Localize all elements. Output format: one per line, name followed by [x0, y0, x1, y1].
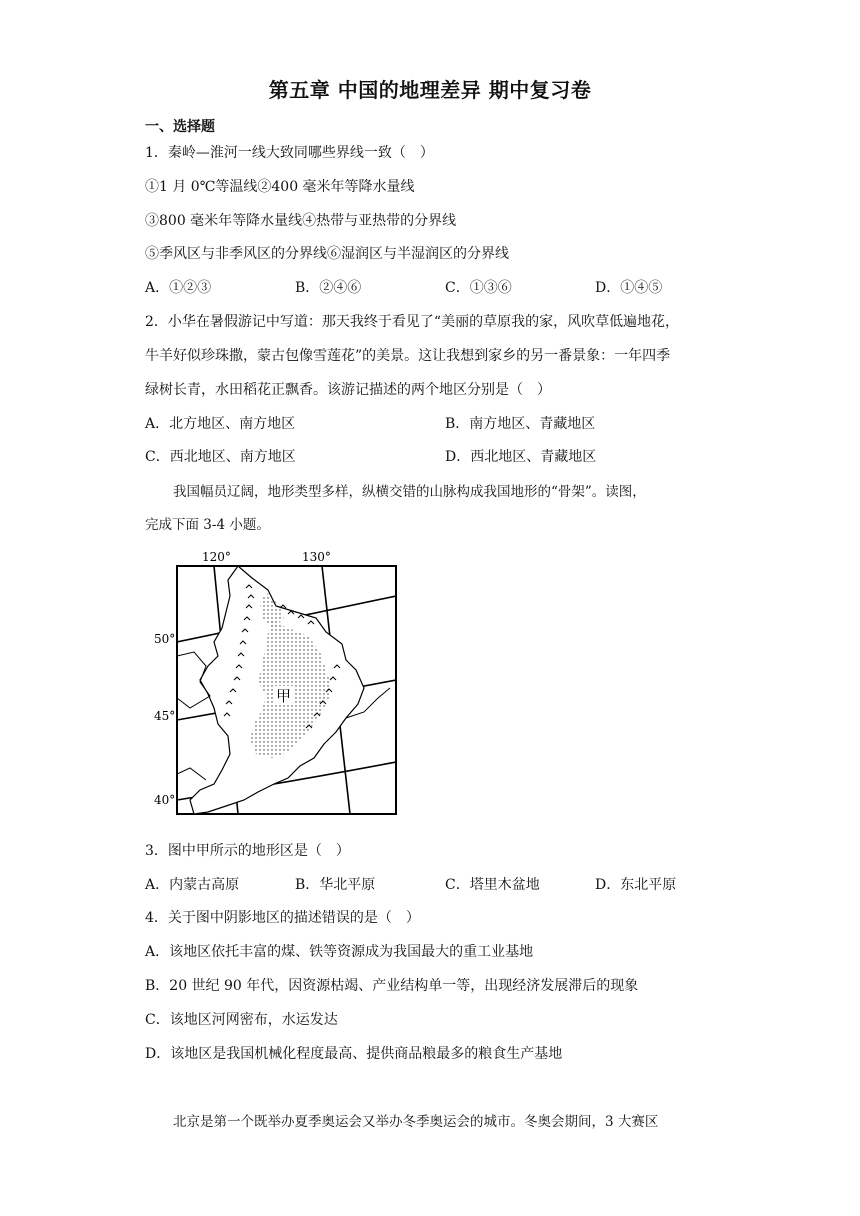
- question-4-option-b[interactable]: B．20 世纪 90 年代，因资源枯竭、产业结构单一等，出现经济发展滞后的现象: [145, 978, 639, 994]
- question-3-option-b[interactable]: B．华北平原: [295, 877, 376, 893]
- passage-text: 北京是第一个既举办夏季奥运会又举办冬季奥运会的城市。冬奥会期间，3 大赛区: [173, 1114, 659, 1130]
- page-title: 第五章 中国的地理差异 期中复习卷: [268, 78, 592, 102]
- question-2-stem: 绿树长青，水田稻花正飘香。该游记描述的两个地区分别是（ ）: [145, 382, 551, 398]
- region-label-jia: 甲: [276, 687, 292, 705]
- question-2-option-a[interactable]: A．北方地区、南方地区: [145, 416, 296, 432]
- question-2-option-d[interactable]: D．西北地区、青藏地区: [445, 449, 597, 465]
- question-1-stem: 1．秦岭—淮河一线大致同哪些界线一致（ ）: [145, 145, 434, 161]
- question-4-option-a[interactable]: A．该地区依托丰富的煤、铁等资源成为我国最大的重工业基地: [145, 944, 534, 960]
- question-1-option-b[interactable]: B．②④⑥: [295, 280, 362, 296]
- question-4-stem: 4．关于图中阴影地区的描述错误的是（ ）: [145, 910, 420, 926]
- latitude-label-40: 40°: [154, 793, 176, 807]
- question-1-option-a[interactable]: A．①②③: [145, 280, 212, 296]
- latitude-label-45: 45°: [154, 709, 176, 723]
- question-1-option-d[interactable]: D．①④⑤: [595, 280, 663, 296]
- longitude-label-120: 120°: [202, 550, 231, 564]
- question-2-option-b[interactable]: B．南方地区、青藏地区: [445, 416, 596, 432]
- question-4-option-c[interactable]: C．该地区河网密布，水运发达: [145, 1012, 338, 1028]
- passage-text: 完成下面 3-4 小题。: [145, 517, 270, 533]
- question-3-option-c[interactable]: C．塔里木盆地: [445, 877, 540, 893]
- northeast-china-map: [150, 548, 410, 820]
- longitude-label-130: 130°: [302, 550, 331, 564]
- question-3-stem: 3．图中甲所示的地形区是（ ）: [145, 843, 350, 859]
- question-2-stem: 2．小华在暑假游记中写道：那天我终于看见了“美丽的草原我的家，风吹草低遍地花，: [145, 314, 680, 330]
- question-1-option-c[interactable]: C．①③⑥: [445, 280, 512, 296]
- question-1-statement-line: ①1 月 0℃等温线②400 毫米年等降水量线: [145, 179, 415, 195]
- latitude-label-50: 50°: [154, 632, 176, 646]
- question-2-stem: 牛羊好似珍珠撒，蒙古包像雪莲花”的美景。这让我想到家乡的另一番景象：一年四季: [145, 348, 671, 364]
- question-3-option-a[interactable]: A．内蒙古高原: [145, 877, 240, 893]
- question-2-option-c[interactable]: C．西北地区、南方地区: [145, 449, 296, 465]
- question-4-option-d[interactable]: D．该地区是我国机械化程度最高、提供商品粮最多的粮食生产基地: [145, 1046, 563, 1062]
- question-1-statement-line: ⑤季风区与非季风区的分界线⑥湿润区与半湿润区的分界线: [145, 246, 509, 262]
- question-1-statement-line: ③800 毫米年等降水量线④热带与亚热带的分界线: [145, 213, 457, 229]
- passage-text: 我国幅员辽阔，地形类型多样，纵横交错的山脉构成我国地形的“骨架”。读图，: [173, 484, 646, 500]
- section-heading: 一、选择题: [145, 119, 215, 135]
- question-3-option-d[interactable]: D．东北平原: [595, 877, 677, 893]
